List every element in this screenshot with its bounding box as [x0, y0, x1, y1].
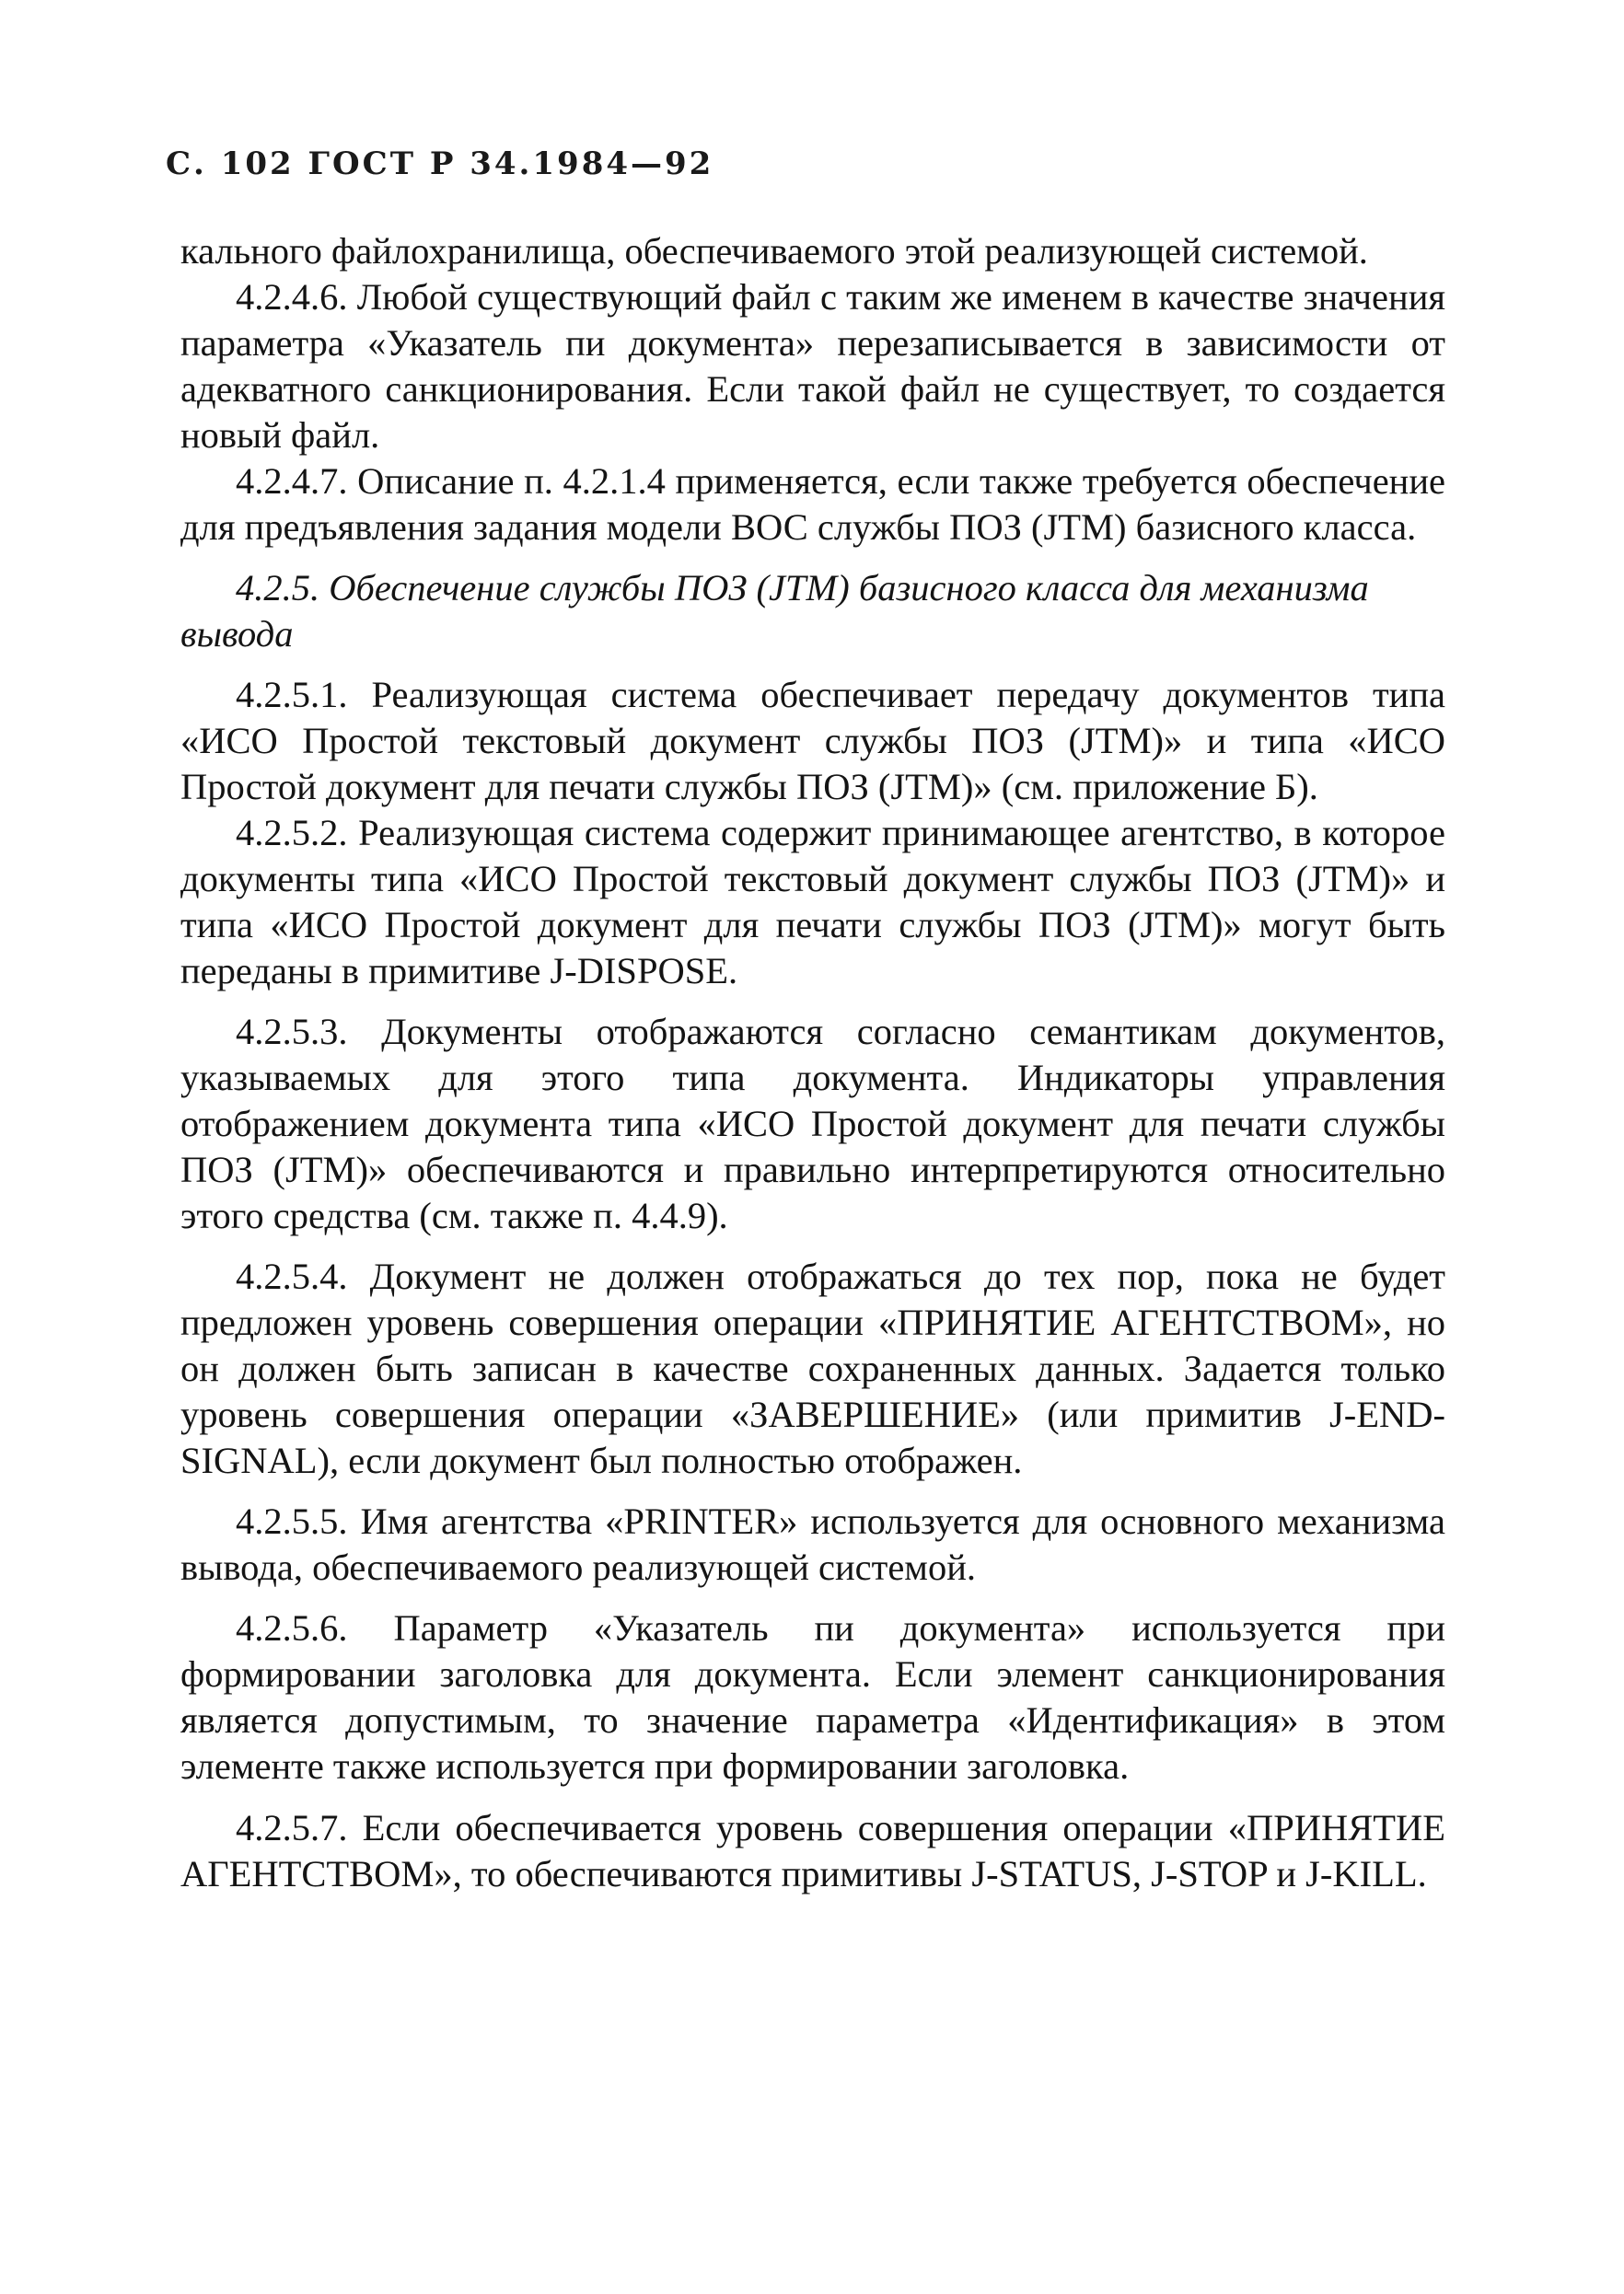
section-heading-4-2-5: 4.2.5. Обеспечение службы ПОЗ (JTM) базисного класса для механизма вывода	[180, 567, 1369, 655]
paragraph-4-2-5-2: 4.2.5.2. Реализующая система содержит принимающее агентство, в которое документы типа «ИСО Простой текстовый документ службы ПОЗ (JTM)» и типа «ИСО Простой документ для печати службы ПОЗ (JTM)» могут быть переданы в примитиве J-DISPOSE.	[180, 812, 1445, 992]
paragraph-continuation: кального файлохранилища, обеспечиваемого этой реализующей системой.	[180, 230, 1368, 272]
paragraph-4-2-5-7: 4.2.5.7. Если обеспечивается уровень совершения операции «ПРИНЯТИЕ АГЕНТСТВОМ», то обеспечиваются примитивы J-STATUS, J-STOP и J-KILL.	[180, 1806, 1445, 1894]
body-text	[180, 228, 1445, 1897]
paragraph-4-2-5-3: 4.2.5.3. Документы отображаются согласно семантикам документов, указываемых для этого типа документа. Индикаторы управления отображением документа типа «ИСО Простой документ для печати службы ПОЗ (JTM)» обеспечиваются и правильно интерпретируются относительно этого средства (см. также п. 4.4.9).	[180, 1011, 1445, 1237]
paragraph-4-2-5-4: 4.2.5.4. Документ не должен отображаться до тех пор, пока не будет предложен уровень совершения операции «ПРИНЯТИЕ АГЕНТСТВОМ», но он должен быть записан в качестве сохраненных данных. Задается только уровень совершения операции «ЗАВЕРШЕНИЕ» (или примитив J-END-SIGNAL), если документ был полностью отображен.	[180, 1256, 1445, 1482]
paragraph-4-2-5-5: 4.2.5.5. Имя агентства «PRINTER» используется для основного механизма вывода, обеспечиваемого реализующей системой.	[180, 1500, 1445, 1589]
running-header: С. 102 ГОСТ Р 34.1984—92	[166, 145, 714, 182]
paragraph-4-2-4-6: 4.2.4.6. Любой существующий файл с таким же именем в качестве значения параметра «Указатель пи документа» перезаписывается в зависимости от адекватного санкционирования. Если такой файл не существует, то создается новый файл.	[180, 276, 1445, 457]
paragraph-4-2-5-6: 4.2.5.6. Параметр «Указатель пи документа» используется при формировании заголовка для документа. Если элемент санкционирования является допустимым, то значение параметра «Идентификация» в этом элементе также используется при формировании заголовка.	[180, 1607, 1445, 1788]
paragraph-4-2-5-1: 4.2.5.1. Реализующая система обеспечивает передачу документов типа «ИСО Простой текстовый документ службы ПОЗ (JTM)» и типа «ИСО Простой документ для печати службы ПОЗ (JTM)» (см. приложение Б).	[180, 674, 1445, 808]
paragraph-4-2-4-7: 4.2.4.7. Описание п. 4.2.1.4 применяется, если также требуется обеспечение для предъявления задания модели ВОС службы ПОЗ (JTM) базисного класса.	[180, 460, 1445, 549]
